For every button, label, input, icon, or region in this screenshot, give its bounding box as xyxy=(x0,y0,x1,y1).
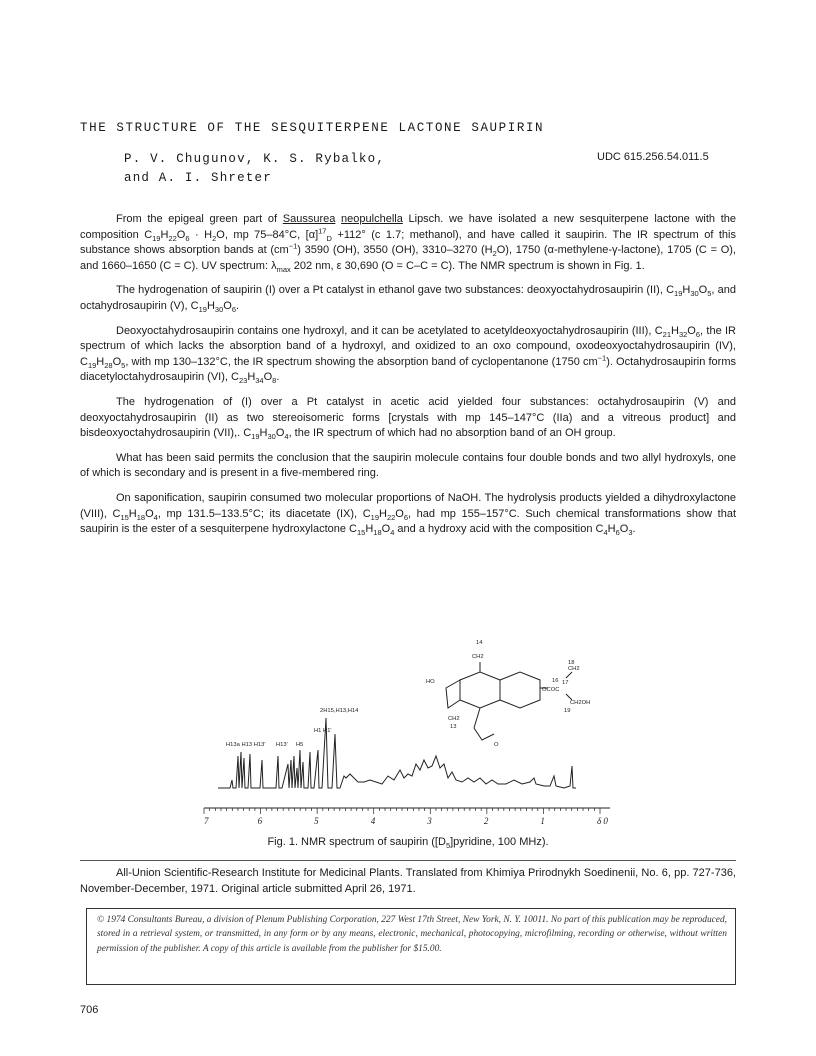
paragraph-4: The hydrogenation of (I) over a Pt catalyst in acetic acid yielded four substances: octahydrosaupirin (V) and deoxyoctahydrosaupirin (II) as two stereoisomeric forms [crystals with mp 145–147°C (IIa) and a vitreous product] and bisdeoxyoctahydrosaupirin (VII),. $C_{19}H_{30}O_4$, the IR spectrum of which had no absorption band of an OH group. xyxy=(80,395,736,442)
label-ch2-top: CH2 xyxy=(472,654,484,660)
label-16: 16 xyxy=(552,678,559,684)
label-ch2-right: CH2 xyxy=(568,666,580,672)
udc-code: UDC 615.256.54.011.5 xyxy=(597,151,709,163)
article-title: THE STRUCTURE OF THE SESQUITERPENE LACTONE SAUPIRIN xyxy=(80,121,545,135)
paragraph-5: What has been said permits the conclusion that the saupirin molecule contains four double bonds and two allyl hydroxyls, one of which is secondary and is present in a five-membered ring. xyxy=(80,451,736,480)
tick-labels xyxy=(204,816,608,826)
copyright-notice: © 1974 Consultants Bureau, a division of Plenum Publishing Corporation, 227 West 17th Street, New York, N. Y. 10011. No part of this publication may be reproduced, stored in a retrieval system, or transmitted, in any form or by any means, electronic, mechanical, photocopying, microfilming, recording or otherwise, without written permission of the publisher. A copy of this article is available from the publisher for $15.00. xyxy=(86,908,736,985)
label-c14: 14 xyxy=(476,640,483,646)
ring-b xyxy=(500,672,540,708)
paragraph-3: Deoxyoctahydrosaupirin contains one hydroxyl, and it can be acetylated to acetyldeoxyoctahydrosaupirin (III), $C_{21}H_{32}O_6$, the IR spectrum of which lacks the absorption band of a hydroxyl, and oxidized to an oxo compound, oxodeoxyoctahydrosaupirin (IV), $C_{19}H_{28}O_5$, with mp 130–132°C, the IR spectrum showing the absorption band of cyclopentanone (1750 $cm^{-1}$). Octahydrosaupirin forms diacetyloctahydrosaupirin (VI), $C_{23}H_{34}O_8$. xyxy=(80,324,737,386)
page-number: 706 xyxy=(80,1004,99,1016)
bond-lactone xyxy=(474,708,480,728)
label-ch2oh: CH2OH xyxy=(570,700,591,706)
axis-tick-label: 4 xyxy=(370,816,376,826)
footnote-rule xyxy=(80,860,736,861)
label-18: 18 xyxy=(568,660,575,666)
paragraph-2: The hydrogenation of saupirin (I) over a Pt catalyst in ethanol gave two substances: deoxyoctahydrosaupirin (II), $C_{19}H_{30}O_5$, and octahydrosaupirin (V), $C_{19}H_{30}O_6$. xyxy=(80,284,737,315)
axis-tick-label: 2 xyxy=(483,816,489,826)
peak-label-h13p: H13' xyxy=(276,742,288,748)
label-ho: HO xyxy=(426,679,435,685)
spectrum-trace xyxy=(218,718,576,788)
footnote: All-Union Scientific-Research Institute for Medicinal Plants. Translated from Khimiya Prirodnykh Soedinenii, No. 6, pp. 727-736, November-December, 1971. Original article submitted April 26, 1971. xyxy=(80,867,736,895)
paragraph-1: From the epigeal green part of Saussurea neopulchella Lipsch. we have isolated a new sesquiterpene lactone with the composition $C_{19}H_{22}O_6 \cdot H_2O$, mp 75–84°C, $[\alpha]^{17}_D +112^\circ$ (c 1.7; methanol), and have called it saupirin. The IR spectrum of this substance shows absorption bands at $(cm^{-1})$ 3590 (OH), 3550 (OH), 3310–3270 $(H_2O)$, 1750 (α-methylene-γ-lactone), 1705 (C = O), and 1660–1650 (C = C). UV spectrum: $\lambda_{max}$ 202 nm, ε 30,690 (O = C–C = C). The NMR spectrum is shown in Fig. 1. xyxy=(80,213,737,274)
lactone-ring xyxy=(474,728,494,740)
ring-a xyxy=(460,672,500,708)
peak-label-top: 2H15,H13,H14 xyxy=(320,708,359,714)
nmr-figure xyxy=(198,628,618,828)
authors-line-1: P. V. Chugunov, K. S. Rybalko, xyxy=(124,152,386,166)
genus-name: Saussurea xyxy=(282,213,336,225)
axis-tick-label: 7 xyxy=(204,816,209,826)
minor-ticks xyxy=(204,808,600,814)
x-axis xyxy=(204,808,610,826)
nmr-spectrum xyxy=(198,628,618,828)
peak-labels xyxy=(226,708,359,748)
label-13: 13 xyxy=(450,724,457,730)
article-body xyxy=(80,212,736,547)
axis-tick-label: 6 xyxy=(257,816,263,826)
axis-tick-label: 5 xyxy=(314,816,319,826)
authors-line-2: and A. I. Shreter xyxy=(124,171,272,185)
structure-labels xyxy=(426,640,590,748)
label-19: 19 xyxy=(564,708,571,714)
peak-label-h1: H1 H1' xyxy=(314,728,332,734)
axis-tick-label: 3 xyxy=(427,816,432,826)
peak-label-h5: H5 xyxy=(296,742,304,748)
axis-tick-label: δ 0 xyxy=(597,816,608,826)
label-o: O xyxy=(494,742,499,748)
paragraph-6: On saponification, saupirin consumed two molecular proportions of NaOH. The hydrolysis products yielded a dihydroxylactone (VIII), $C_{15}H_{18}O_4$, mp 131.5–133.5°C; its diacetate (IX), $C_{19}H_{22}O_6$, had mp 155–157°C. Such chemical transformations show that saupirin is the ester of a sesquiterpene hydroxylactone $C_{15}H_{18}O_4$ and a hydroxy acid with the composition $C_4H_6O_3$. xyxy=(80,491,737,538)
species-name: neopulchella xyxy=(341,213,403,225)
axis-tick-label: 1 xyxy=(540,816,545,826)
label-ococ: OCOC xyxy=(542,687,560,693)
author-list xyxy=(124,150,385,188)
peak-label-cluster: H13a H13 H13' xyxy=(226,742,266,748)
figure-caption: Fig. 1. NMR spectrum of saupirin ($[D_5]pyridine$, 100 MHz). xyxy=(267,836,549,851)
bond-ch2 xyxy=(566,672,572,678)
ring-c xyxy=(446,680,460,708)
label-ch2-bottom: CH2 xyxy=(448,716,460,722)
label-17: 17 xyxy=(562,680,569,686)
baseline-trace xyxy=(218,718,576,788)
